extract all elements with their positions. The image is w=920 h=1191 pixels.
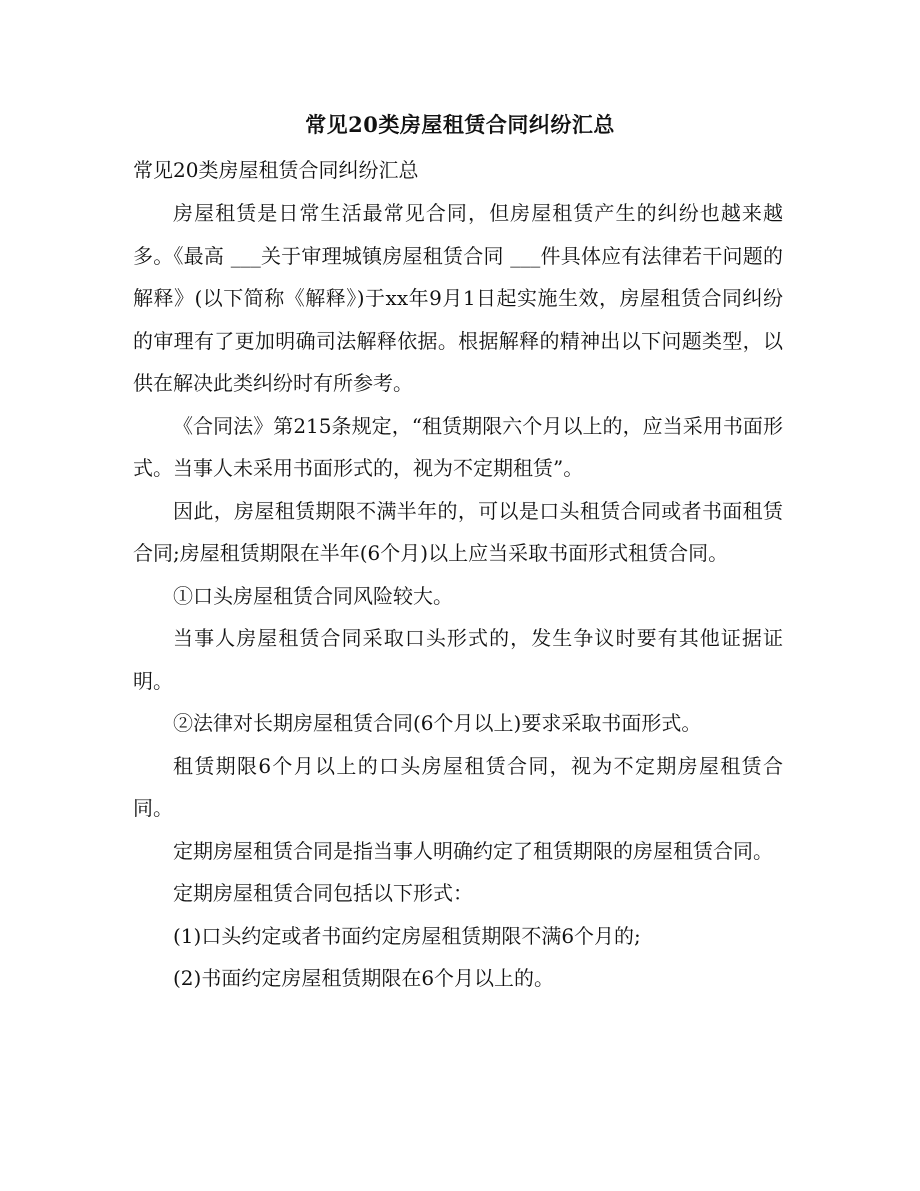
list-item-form-2: (2)书面约定房屋租赁期限在6个月以上的。 bbox=[173, 966, 555, 990]
document-subtitle: 常见20类房屋租赁合同纠纷汇总 bbox=[133, 158, 419, 182]
document-body bbox=[133, 192, 783, 1000]
paragraph-fixed-term-definition: 定期房屋租赁合同是指当事人明确约定了租赁期限的房屋租赁合同。 bbox=[173, 838, 773, 863]
paragraph-fixed-term-forms: 定期房屋租赁合同包括以下形式： bbox=[173, 881, 473, 905]
paragraph-point-2: ②法律对长期房屋租赁合同(6个月以上)要求采取书面形式。 bbox=[173, 711, 702, 735]
list-item-form-1: (1)口头约定或者书面约定房屋租赁期限不满6个月的; bbox=[173, 923, 641, 948]
paragraph-point-1: ①口头房屋租赁合同风险较大。 bbox=[173, 583, 453, 608]
paragraph-therefore: 因此，房屋租赁期限不满半年的，可以是口头租赁合同或者书面租赁合同;房屋租赁期限在半年(6个月)以上应当采取书面形式租赁合同。 bbox=[133, 498, 783, 565]
paragraph-contract-law-215: 《合同法》第215条规定，“租赁期限六个月以上的，应当采用书面形式。当事人未采用书面形式的，视为不定期租赁”。 bbox=[133, 413, 783, 480]
paragraph-indefinite-lease: 租赁期限6个月以上的口头房屋租赁合同，视为不定期房屋租赁合同。 bbox=[133, 753, 783, 820]
paragraph-intro: 房屋租赁是日常生活最常见合同，但房屋租赁产生的纠纷也越来越多。《最高 ___关于审理城镇房屋租赁合同 ___件具体应有法律若干问题的解释》(以下简称《解释》)于xx年9月1日起实施生效，房屋租赁合同纠纷的审理有了更加明确司法解释依据。根据解释的精神出以下问题类型，以供在解决此类纠纷时有所参考。 bbox=[133, 201, 783, 395]
paragraph-oral-evidence: 当事人房屋租赁合同采取口头形式的，发生争议时要有其他证据证明。 bbox=[133, 626, 783, 693]
document-title: 常见20类房屋租赁合同纠纷汇总 bbox=[305, 112, 615, 137]
